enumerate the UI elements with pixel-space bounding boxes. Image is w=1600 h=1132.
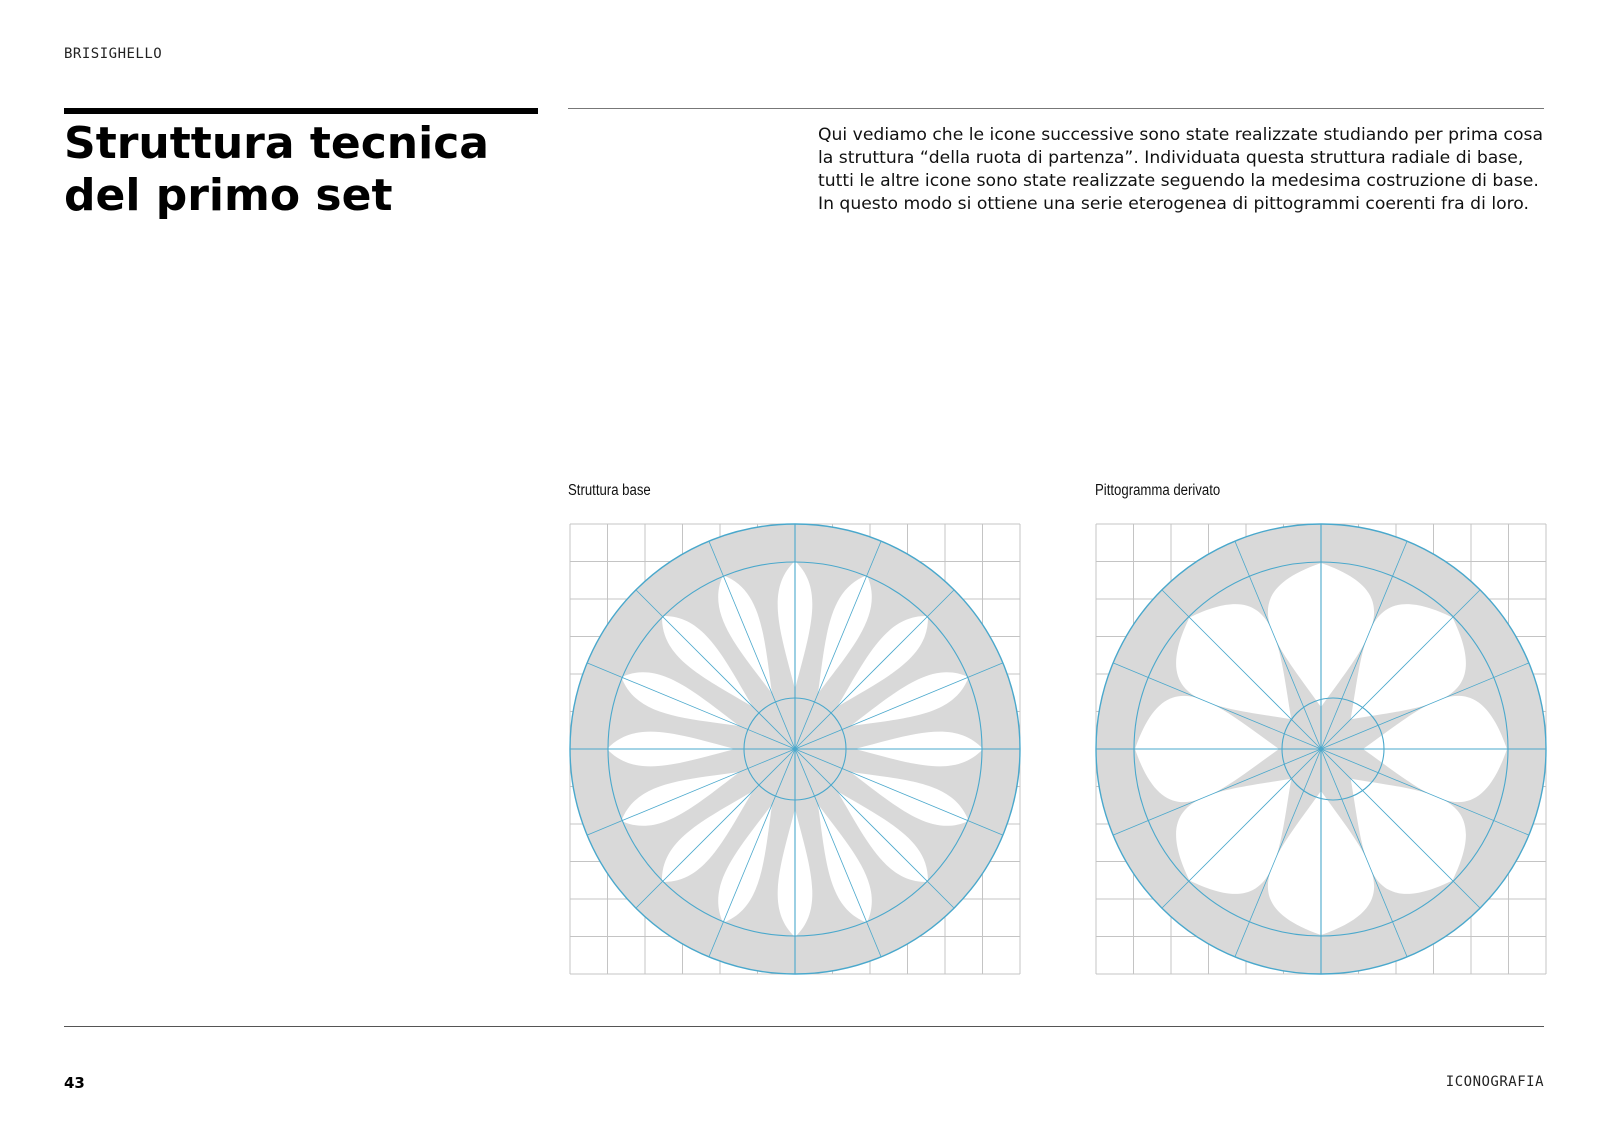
derived-pictogram-diagram — [1095, 523, 1547, 975]
page-title-line-1: Struttura tecnica — [64, 118, 489, 169]
caption-derived-pictogram: Pittogramma derivato — [1095, 482, 1221, 499]
derived-pictogram-svg — [1095, 523, 1547, 975]
footer-rule — [64, 1026, 1544, 1027]
intro-paragraph — [818, 124, 1558, 216]
intro-line-1: Qui vediamo che le icone successive sono state realizzate studiando per prima cosa — [818, 125, 1544, 145]
base-structure-svg — [569, 523, 1021, 975]
intro-line-4: In questo modo si ottiene una serie eterogenea di pittogrammi coerenti fra di loro. — [818, 194, 1529, 214]
derived-construction — [1096, 524, 1546, 974]
brand-label: BRISIGHELLO — [64, 46, 163, 62]
intro-line-2: la struttura “della ruota di partenza”. Individuata questa struttura radiale di base, — [818, 148, 1524, 168]
caption-base-structure: Struttura base — [568, 482, 651, 499]
base-structure-diagram — [569, 523, 1021, 975]
page-number: 43 — [64, 1074, 85, 1092]
section-label: ICONOGRAFIA — [1445, 1074, 1544, 1090]
header-rule — [568, 108, 1544, 109]
page-title — [64, 118, 534, 222]
page-title-line-2: del primo set — [64, 170, 393, 221]
intro-line-3: tutti le altre icone sono state realizzate seguendo la medesima costruzione di base. — [818, 171, 1539, 191]
base-construction — [570, 524, 1020, 974]
title-rule — [64, 108, 538, 114]
